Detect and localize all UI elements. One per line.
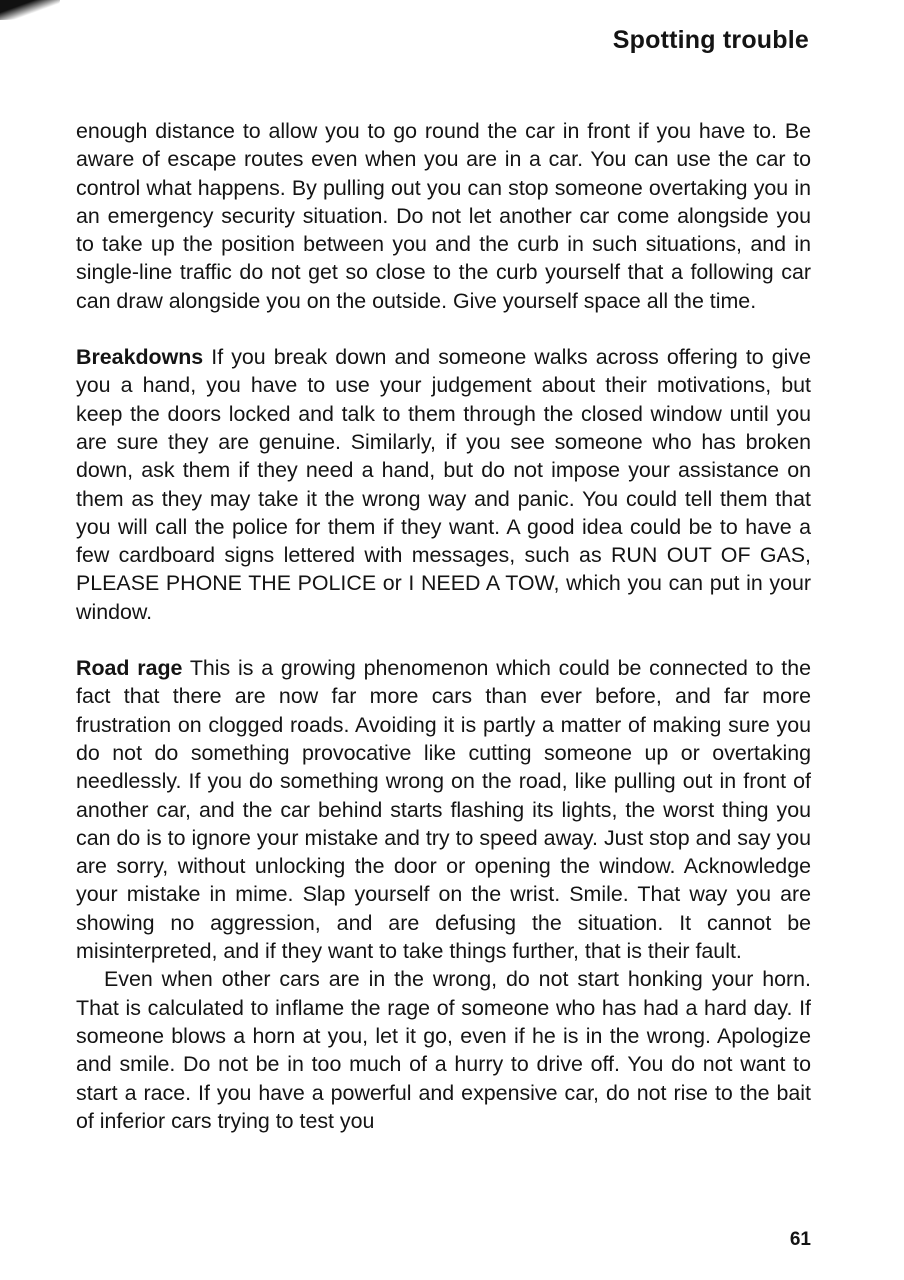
page-corner-shadow (0, 0, 60, 20)
page-number: 61 (789, 1229, 811, 1250)
paragraph-horn: Even when other cars are in the wrong, do not start honking your horn. That is calculated to inflame the rage of someone who has had a hard day. If someone blows a horn at you, let it go, even if he is in the wrong. Apologize and smile. Do not be in too much of a hurry to drive off. You do not want to start a race. If you have a powerful and expensive car, do not rise to the bait of inferior cars trying to test you (76, 967, 811, 1133)
paragraph-escape-routes: enough distance to allow you to go round the car in front if you have to. Be aware of escape routes even when you are in a car. You can use the car to control what happens. By pulling out you can stop someone overtaking you in an emergency security situation. Do not let another car come alongside you to take up the position between you and the curb in such situations, and in single-line traffic do not get so close to the curb yourself that a following car can draw alongside you on the outside. Give yourself space all the time. (76, 119, 811, 313)
run-in-heading-road-rage: Road rage (76, 656, 183, 681)
paragraph-breakdowns (76, 343, 811, 626)
running-head: Spotting trouble (612, 26, 809, 54)
paragraph-road-rage-text: This is a growing phenomenon which could be connected to the fact that there are now far more cars than ever before, and far more frustration on clogged roads. Avoiding it is partly a matter of making sure you do not do something provocative like cutting someone up or overtaking needlessly. If you do something wrong on the road, like pulling out in front of another car, and the car behind starts flashing its lights, the worst thing you can do is to ignore your mistake and try to speed away. Just stop and say you are sorry, without unlocking the door or opening the window. Acknowledge your mistake in mime. Slap yourself on the wrist. Smile. That way you are showing no aggression, and are defusing the situation. It cannot be misinterpreted, and if they want to take things further, that is their fault. (76, 656, 811, 964)
body-text (76, 117, 811, 1135)
paragraph-road-rage (76, 654, 811, 965)
run-in-heading-breakdowns: Breakdowns (76, 345, 204, 370)
paragraph-breakdowns-text: If you break down and someone walks across offering to give you a hand, you have to use your judgement about their motivations, but keep the doors locked and talk to them through the closed window until you are sure they are genuine. Similarly, if you see someone who has broken down, ask them if they need a hand, but do not impose your assistance on them as they may take it the wrong way and panic. You could tell them that you will call the police for them if they want. A good idea could be to have a few cardboard signs lettered with messages, such as RUN OUT OF GAS, PLEASE PHONE THE POLICE or I NEED A TOW, which you can put in your window. (76, 345, 811, 624)
